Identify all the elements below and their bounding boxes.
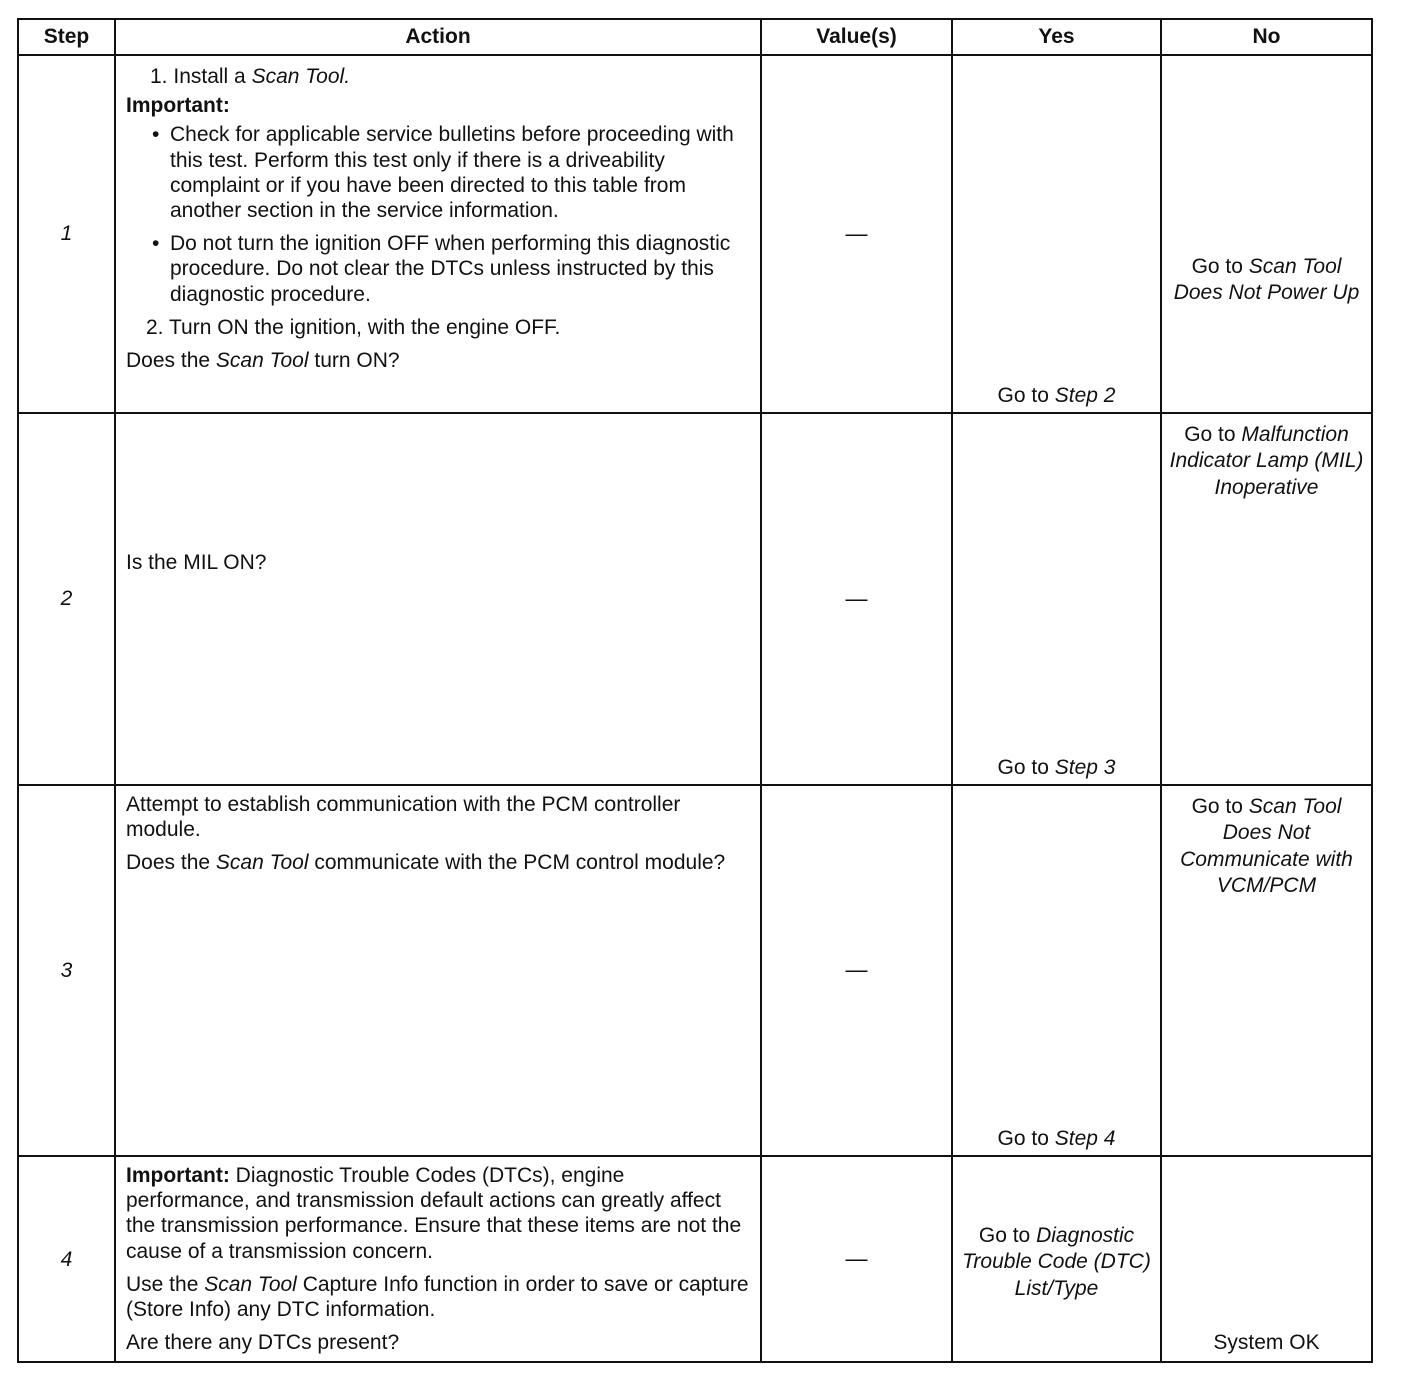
no-cell [1161, 785, 1372, 1156]
value-cell: — [761, 1156, 952, 1362]
important-label: Important: [126, 94, 230, 118]
action-cell [115, 413, 761, 785]
step-number: 1 [18, 55, 115, 413]
yes-cell [952, 785, 1161, 1156]
yes-goto[interactable]: Go to Step 2 [997, 383, 1116, 407]
question-text: Does the Scan Tool turn ON? [126, 348, 400, 372]
list-item: • Do not turn the ignition OFF when performing this diagnostic procedure. Do not clear the DTCs unless instructed by this diagnostic procedure. [126, 231, 750, 307]
question-text: Does the Scan Tool communicate with the PCM control module? [126, 851, 726, 875]
diagnostic-table [17, 18, 1373, 1363]
no-cell [1161, 413, 1372, 785]
table-row-step-3 [18, 785, 1372, 1156]
step-number: 2 [18, 413, 115, 785]
important-label: Important: [126, 1164, 230, 1187]
value-cell: — [761, 785, 952, 1156]
header-no: No [1161, 19, 1372, 55]
action-cell [115, 1156, 761, 1362]
scan-tool-ref: Scan Tool [204, 1272, 297, 1296]
step-number: 3 [18, 785, 115, 1156]
header-yes: Yes [952, 19, 1161, 55]
step-link[interactable]: Step 4 [1054, 1126, 1116, 1150]
no-cell [1161, 1156, 1372, 1362]
list-item: • Check for applicable service bulletins before proceeding with this test. Perform this test only if there is a driveability complaint or if you have been directed to this table from another section in the service information. [126, 122, 750, 223]
instruction-number: 2. [146, 315, 164, 339]
table-row-step-1 [18, 55, 1372, 413]
value-cell: — [761, 55, 952, 413]
header-action: Action [115, 19, 761, 55]
header-values: Value(s) [761, 19, 952, 55]
table-row-step-4 [18, 1156, 1372, 1362]
scan-tool-ref: Scan Tool [215, 851, 309, 875]
yes-goto[interactable]: Go to Step 3 [997, 755, 1116, 779]
instruction-text: Turn ON the ignition, with the engine OFF. [168, 315, 561, 339]
instruction-2 [126, 315, 750, 340]
procedure-link[interactable]: Diagnostic Trouble Code (DTC) List/Type [962, 1224, 1151, 1300]
yes-goto[interactable]: Go to Step 4 [997, 1126, 1116, 1150]
procedure-link[interactable]: Scan Tool Does Not Power Up [1173, 255, 1360, 305]
step-link[interactable]: Step 3 [1054, 755, 1116, 779]
question-text: Is the MIL ON? [126, 551, 267, 574]
instruction-text: Install a [173, 65, 246, 88]
instruction-text: Use the Scan Tool Capture Info function in order to save or capture (Store Info) any DTC information. [126, 1272, 749, 1321]
instruction-number: 1. [150, 65, 168, 88]
scan-tool-ref: Scan Tool [215, 348, 309, 372]
header-row [18, 19, 1372, 55]
scan-tool-ref: Scan Tool. [251, 65, 351, 88]
yes-cell [952, 413, 1161, 785]
no-cell [1161, 55, 1372, 413]
question-text: Are there any DTCs present? [126, 1331, 400, 1355]
important-list [126, 122, 750, 306]
procedure-link[interactable]: Scan Tool Does Not Communicate with VCM/PCM [1180, 795, 1353, 897]
no-result: System OK [1213, 1331, 1320, 1355]
instruction-text: Attempt to establish communication with the PCM controller module. [126, 793, 681, 842]
no-goto[interactable]: Go to Scan Tool Does Not Communicate with VCM/PCM [1180, 795, 1353, 897]
step-number: 4 [18, 1156, 115, 1362]
no-goto[interactable]: Go to Scan Tool Does Not Power Up [1173, 255, 1360, 305]
action-cell [115, 785, 761, 1156]
yes-cell [952, 55, 1161, 413]
table-row-step-2 [18, 413, 1372, 785]
procedure-link[interactable]: Malfunction Indicator Lamp (MIL) Inoperative [1169, 423, 1364, 499]
yes-goto[interactable]: Go to Diagnostic Trouble Code (DTC) List/Type [962, 1224, 1151, 1300]
important-note: Important: Diagnostic Trouble Codes (DTCs), engine performance, and transmission default actions can greatly affect the transmission performance. Ensure that these items are not the cause of a transmission concern. [126, 1164, 742, 1263]
value-cell: — [761, 413, 952, 785]
yes-cell [952, 1156, 1161, 1362]
action-cell [115, 55, 761, 413]
step-link[interactable]: Step 2 [1054, 383, 1116, 407]
no-goto[interactable]: Go to Malfunction Indicator Lamp (MIL) Inoperative [1169, 423, 1364, 499]
header-step: Step [18, 19, 115, 55]
instruction-1 [126, 64, 750, 89]
